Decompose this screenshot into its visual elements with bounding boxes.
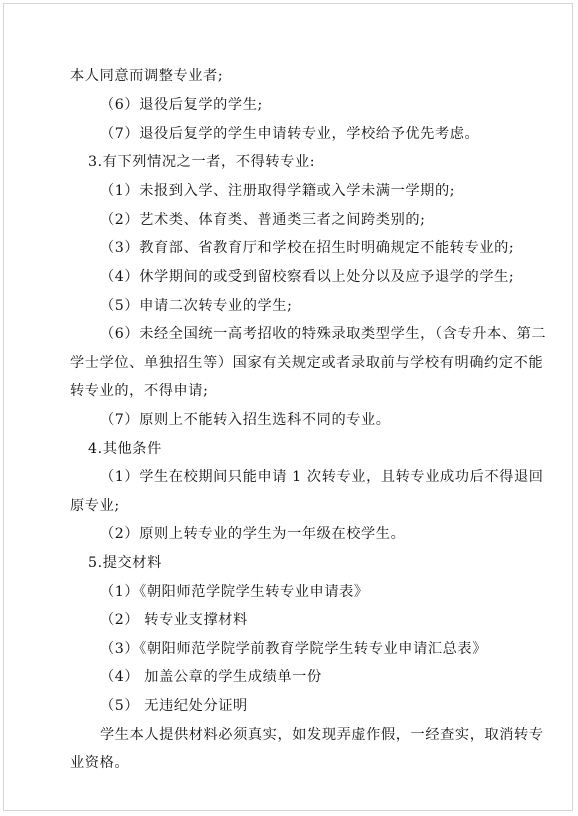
list-item: （7）退役后复学的学生申请转专业，学校给予优先考虑。	[100, 126, 480, 142]
paragraph-line: 原专业;	[70, 498, 120, 514]
list-item: （2）原则上转专业的学生为一年级在校学生。	[100, 526, 406, 542]
paragraph-line: 学士学位、单独招生等）国家有关规定或者录取前与学校有明确约定不能	[70, 355, 544, 371]
paragraph-line: 业资格。	[70, 755, 130, 771]
list-item: （4）休学期间的或受到留校察看以上处分以及应予退学的学生;	[100, 269, 515, 285]
section-heading: 5.提交材料	[88, 555, 162, 571]
list-item: （3）教育部、省教育厅和学校在招生时明确规定不能转专业的;	[100, 240, 515, 256]
list-item: （1）学生在校期间只能申请 1 次转专业，且转专业成功后不得退回	[100, 469, 544, 485]
list-item: （4） 加盖公章的学生成绩单一份	[100, 669, 322, 685]
list-item: （5） 无违纪处分证明	[100, 698, 248, 714]
list-item: （6）退役后复学的学生;	[100, 97, 263, 113]
paragraph-line: 转专业的，不得申请;	[70, 383, 209, 399]
list-item: （1）《朝阳师范学院学生转专业申请表》	[100, 584, 369, 600]
section-heading: 4.其他条件	[88, 441, 162, 457]
list-item: （7）原则上不能转入招生选科不同的专业。	[100, 412, 391, 428]
list-item: （2） 转专业支撑材料	[100, 612, 248, 628]
paragraph-line: 本人同意而调整专业者;	[70, 68, 224, 84]
section-heading: 3.有下列情况之一者，不得转专业:	[88, 154, 316, 170]
paragraph-line: 学生本人提供材料必须真实，如发现弄虚作假，一经查实，取消转专	[100, 727, 544, 743]
list-item: （2）艺术类、体育类、普通类三者之间跨类别的;	[100, 212, 426, 228]
list-item: （6）未经全国统一高考招收的特殊录取类型学生，（含专升本、第二	[100, 326, 547, 342]
list-item: （1）未报到入学、注册取得学籍或入学未满一学期的;	[100, 183, 456, 199]
list-item: （3）《朝阳师范学院学前教育学院学生转专业申请汇总表》	[100, 641, 488, 657]
list-item: （5）申请二次转专业的学生;	[100, 298, 293, 314]
